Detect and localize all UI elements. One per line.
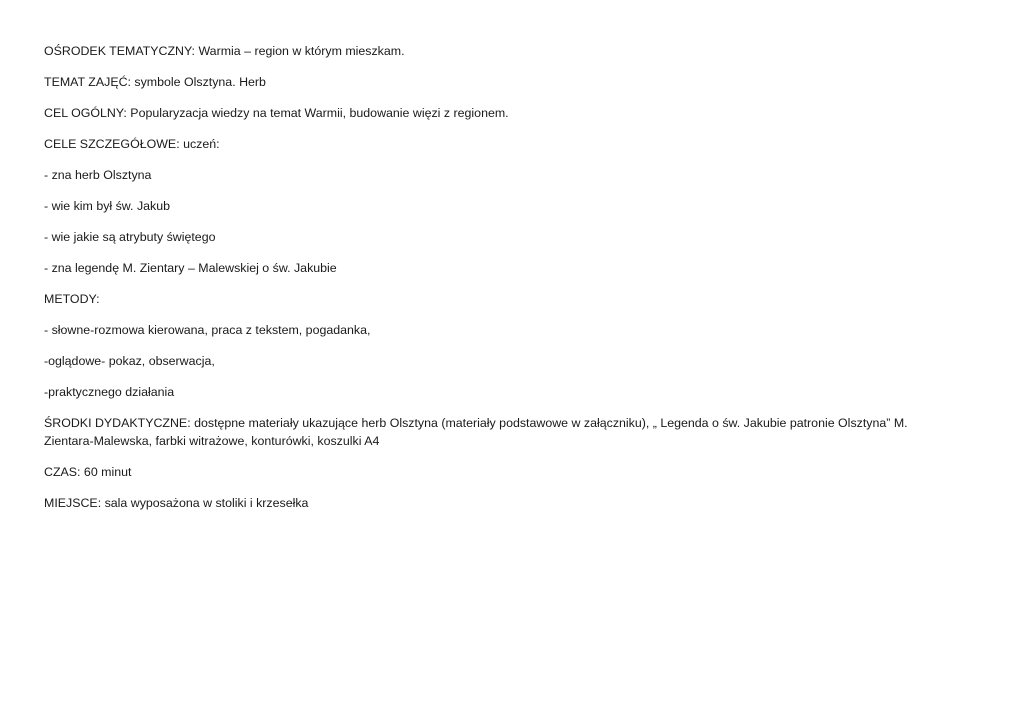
theme-line: OŚRODEK TEMATYCZNY: Warmia – region w którym mieszkam. — [44, 44, 405, 58]
place-line: MIEJSCE: sala wyposażona w stoliki i krzesełka — [44, 496, 309, 510]
general-goal-line: CEL OGÓLNY: Popularyzacja wiedzy na temat Warmii, budowanie więzi z regionem. — [44, 106, 509, 120]
topic-line: TEMAT ZAJĘĆ: symbole Olsztyna. Herb — [44, 75, 266, 89]
methods-heading: METODY: — [44, 292, 100, 306]
goal-item: - wie kim był św. Jakub — [44, 199, 171, 213]
method-item: -praktycznego działania — [44, 385, 175, 399]
method-item: -oglądowe- pokaz, obserwacja, — [44, 354, 215, 368]
time-line: CZAS: 60 minut — [44, 465, 132, 479]
goal-item: - zna herb Olsztyna — [44, 168, 152, 182]
document-page — [44, 42, 944, 525]
goal-item: - zna legendę M. Zientary – Malewskiej o św. Jakubie — [44, 261, 337, 275]
teaching-aids-line: ŚRODKI DYDAKTYCZNE: dostępne materiały ukazujące herb Olsztyna (materiały podstawowe w załączniku), „ Legenda o św. Jakubie patronie Olsztyna” M. Zientara-Malewska, farbki witrażowe, konturówki, koszulki A4 — [44, 416, 908, 448]
detailed-goals-heading: CELE SZCZEGÓŁOWE: uczeń: — [44, 137, 220, 151]
method-item: - słowne-rozmowa kierowana, praca z tekstem, pogadanka, — [44, 323, 371, 337]
goal-item: - wie jakie są atrybuty świętego — [44, 230, 216, 244]
